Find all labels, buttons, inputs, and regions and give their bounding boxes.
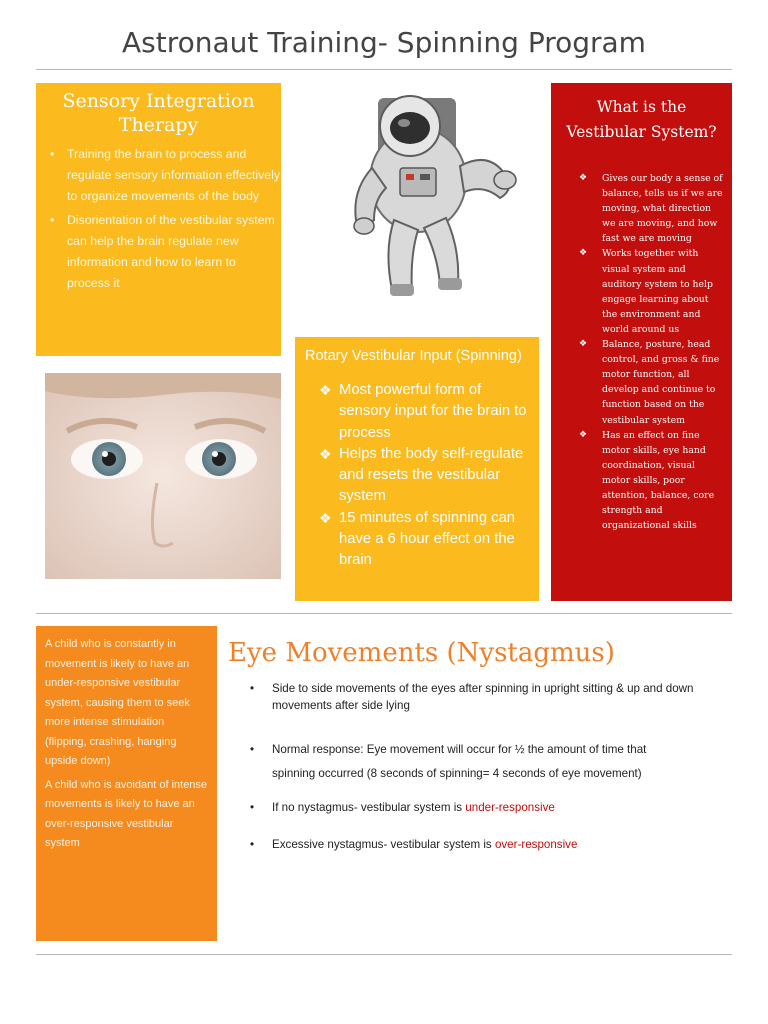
list-item-text: Works together with visual system and auditory system to help engage learning about the environment and world around us [602, 248, 713, 335]
list-item [319, 508, 529, 572]
eye-movements-title: Eye Movements (Nystagmus) [228, 638, 615, 668]
list-item [319, 380, 529, 444]
under-responsive-paragraph: A child who is constantly in movement is likely to have an under-responsive vestibular system, causing them to seek more intense stimulation (flipping, crashing, hanging upside down) [45, 638, 190, 767]
list-item [50, 144, 281, 207]
vestibular-title: What is the Vestibular System? [566, 98, 717, 141]
bullet-dot-icon: • [250, 801, 255, 814]
bullet-dot-icon: • [250, 743, 255, 756]
list-item-text [272, 836, 720, 853]
list-item [250, 738, 720, 786]
rotary-vestibular-box [295, 337, 539, 601]
bottom-divider [36, 954, 732, 955]
list-item [250, 680, 720, 714]
list-item [579, 428, 726, 534]
vestibular-system-box [551, 83, 732, 601]
diamond-bullet-icon: ❖ [319, 382, 332, 398]
list-item [579, 171, 726, 246]
vestibular-list [557, 171, 726, 533]
list-item-text: Training the brain to process and regulate sensory information effectively to organize movements of the body [67, 147, 281, 203]
list-item [250, 799, 720, 816]
list-item [579, 337, 726, 428]
middle-divider [36, 613, 732, 614]
bullet-dot-icon: • [50, 147, 55, 161]
child-response-box [36, 626, 217, 941]
diamond-bullet-icon: ❖ [319, 445, 332, 462]
diamond-bullet-icon: ❖ [579, 429, 588, 440]
page-title: Astronaut Training- Spinning Program [122, 26, 646, 59]
rotary-list [305, 380, 529, 572]
sensory-title: Sensory Integration Therapy [62, 90, 255, 136]
bullet-dot-icon: • [250, 682, 255, 695]
list-item-text: Has an effect on fine motor skills, eye hand coordination, visual motor skills, poor attention, balance, core strength and organizational skills [602, 429, 715, 532]
list-item [50, 210, 281, 294]
top-divider [36, 69, 732, 70]
item-prefix: If no nystagmus- vestibular system is [272, 801, 466, 814]
sensory-list [36, 144, 281, 294]
diamond-bullet-icon: ❖ [579, 339, 588, 350]
under-responsive-highlight: under-responsive [465, 801, 555, 814]
list-item [579, 246, 726, 337]
sensory-integration-box [36, 83, 281, 356]
bullet-dot-icon: • [250, 838, 255, 851]
list-item-text: Disorientation of the vestibular system can help the brain regulate new information and how to learn to process it [67, 213, 275, 290]
over-responsive-paragraph: A child who is avoidant of intense movements is likely to have an over-responsive vestibular system [45, 778, 208, 849]
astronaut-image [300, 80, 540, 300]
child-eyes-image [45, 373, 281, 579]
over-responsive-highlight: over-responsive [494, 838, 578, 851]
item-prefix: Excessive nystagmus- vestibular system is [272, 838, 495, 851]
list-item-text [272, 799, 720, 816]
list-item-text: Most powerful form of sensory input for the brain to process [339, 382, 527, 441]
list-item-text-line2: spinning occurred (8 seconds of spinning= 4 seconds of eye movement) [272, 767, 642, 780]
diamond-bullet-icon: ❖ [579, 173, 588, 183]
list-item-text: Helps the body self-regulate and resets the vestibular system [339, 445, 524, 505]
list-item-text: Gives our body a sense of balance, tells us if we are moving, what direction we are moving, and how fast we are moving [602, 173, 723, 245]
bullet-dot-icon: • [50, 213, 55, 227]
diamond-bullet-icon: ❖ [579, 248, 588, 259]
diamond-bullet-icon: ❖ [319, 509, 332, 526]
rotary-title: Rotary Vestibular Input (Spinning) [305, 348, 522, 364]
list-item-text-line1: Normal response: Eye movement will occur for ½ the amount of time that [272, 743, 647, 756]
list-item-text: Balance, posture, head control, and gross & fine motor function, all develop and continue to function based on the vestibular system [602, 339, 720, 426]
list-item [250, 836, 720, 853]
list-item-text: 15 minutes of spinning can have a 6 hour effect on the brain [339, 509, 516, 569]
list-item-text: Side to side movements of the eyes after spinning in upright sitting & up and down movements after side lying [272, 682, 694, 712]
list-item [319, 444, 529, 508]
